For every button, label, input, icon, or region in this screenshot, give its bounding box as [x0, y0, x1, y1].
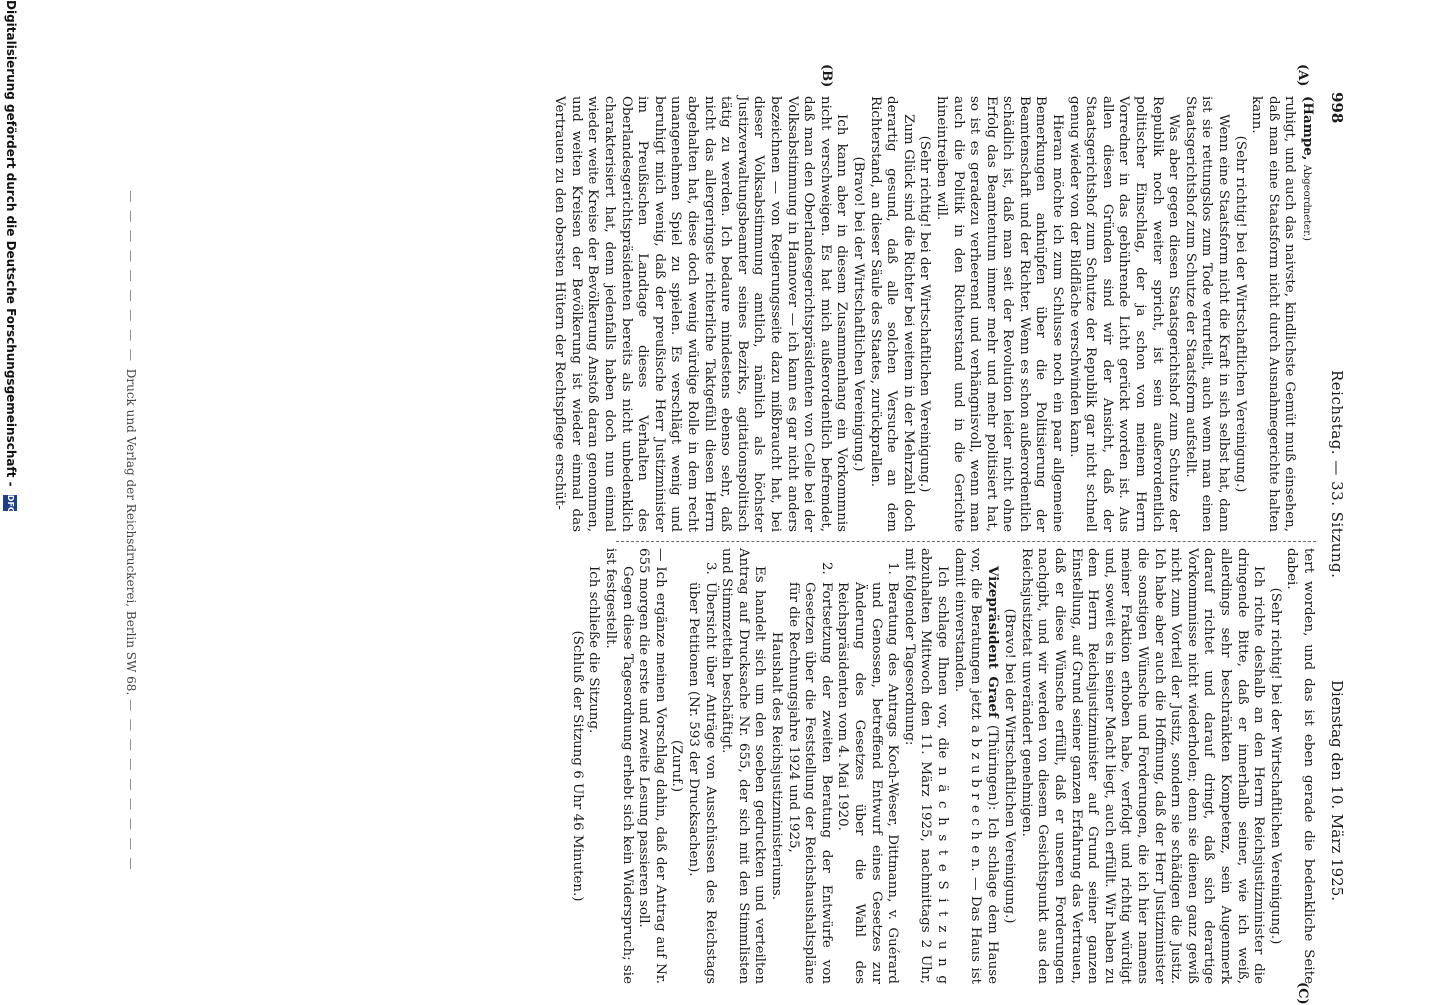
agenda-item [684, 548, 717, 984]
interjection: (Sehr richtig! bei der Wirtschaftlichen Vereinigung.) [917, 135, 933, 493]
interjection: (Bravo! bei der Wirtschaftlichen Vereinigung.) [1002, 608, 1018, 924]
agenda-item [834, 548, 900, 984]
margin-mark-b: (B) [819, 64, 834, 88]
paragraph: Hieran möchte ich zum Schlusse noch ein paar allgemeine Bemerkungen anknüpfen über die Politisierung der Beamtenschaft und der Richter. Wenn es schon außerordentlich schädlich ist, daß man seit der Revolution leider nicht ohne Erfolg das Beamtentum immer mehr und mehr politisiert hat, so ist es geradezu verheerend und verhängnisvoll, wenn man auch die Politik in den Richterstand und in die Gerichte hineintreiben will. [933, 96, 1066, 532]
paragraph: tert worden, und das ist eben gerade die bedenkliche Seite dabei. [1284, 548, 1316, 984]
paragraph: — Ich ergänze meinen Vorschlag dahin, daß der Antrag auf Nr. 655 morgen die erste und zweite Lesung passieren soll. [636, 548, 668, 984]
paragraph: Zum Glück sind die Richter bei weitem in der Mehrzahl doch derartig gesund, daß alle solchen Versuche an dem Richterstand, an dieser Säule des Staates, zurückprallen. [867, 96, 916, 532]
interjection: Haushalt des Reichsjustizministeriums. [769, 631, 784, 901]
speaker-name: (Hampe, [1300, 96, 1316, 161]
funding-text: Digitalisierung gefördert durch die Deutsche Forschungsgemeinschaft - [4, 0, 18, 487]
page-number: 998 [1328, 92, 1346, 124]
dfg-logo: DFG [4, 495, 18, 511]
printer-imprint: Druck und Verlag der Reichsdruckerei, Berlin SW 68. [124, 368, 138, 696]
agenda-item [784, 548, 834, 984]
paragraph: Es handelt sich um den soeben gedruckten und verteilten Antrag auf Drucksache Nr. 655, der sich mit den Stimmlisten und Stimmzetteln beschäftigt. [719, 548, 768, 984]
interjection: (Zuruf.) [669, 739, 685, 793]
paragraph: Wenn eine Staatsform nicht die Kraft in sich selbst hat, dann ist sie rettungslos zum Tode verurteilt, auch wenn man einen Staatsgerichtshof zum Schutze der Staatsform aufstellt. [1182, 96, 1232, 532]
margin-mark-a: (A) [1295, 64, 1310, 87]
interjection: (Sehr richtig! bei der Wirtschaftlichen Vereinigung.) [1232, 135, 1248, 493]
header-date: Dienstag den 10. März 1925. [1328, 680, 1346, 902]
speaker-name: Vizepräsident Graef [984, 566, 1001, 718]
agenda-item-number: 1. [885, 562, 901, 575]
interjection: (Sehr richtig! bei der Wirtschaftlichen Vereinigung.) [1267, 587, 1283, 945]
paragraph: Ich kann aber in diesem Zusammenhang ein Vorkommnis nicht verschweigen. Es hat mich außerordentlich befremdet, daß man den Oberlandesgerichtspräsidenten von Celle bei der Volksabstimmung in Hannover — ich kann es gar nicht anders bezeichnen — von Regierungsseite dazu mißbraucht hat, bei dieser Volksabstimmung amtlich, nämlich als höchster Justizverwaltungsbeamter seines Bezirks, agitationspolitisch tätig zu werden. Ich bedaure mindestens ebenso sehr, daß nicht das allergeringste richterliche Taktgefühl diesen Herrn abgehalten hat, diese doch wenig würdige Rolle in dem recht unangenehmen Spiel zu spielen. Es verschlägt wenig und beruhigt mich wenig, daß der preußische Herr Justizminister im Preußischen Landtage dieses Verhalten des Oberlandesgerichtspräsidenten bereits als nicht unbedenklich charakterisiert hat, denn jedenfalls haben doch nun einmal wieder weite Kreise der Bevölkerung Anstoß daran genommen, und weiten Kreisen der Bevölkerung ist wieder einmal das Vertrauen zu den obersten Hütern der Rechtspflege erschüt- [552, 96, 850, 532]
margin-mark-c: (C) [1295, 982, 1310, 1005]
speaker-header [1297, 96, 1316, 532]
paragraph-text: (Thüringen): Ich schlage dem Hause vor, die Beratungen jetzt a b z u b r e c h e n. — Das Haus ist damit einverstanden. [951, 548, 1000, 984]
printer-footer: — — — — — — — — — Druck und Verlag der Reichsdruckerei, Berlin SW 68. — — — — — — — — — [124, 190, 138, 872]
agenda-item-number: 3. [702, 562, 718, 575]
header-title: Reichstag. — 33. Sitzung. [1328, 370, 1346, 579]
agenda-item-number: 2. [818, 562, 834, 575]
left-text-column [552, 96, 1316, 532]
paragraph: Ich richte deshalb an den Herrn Reichsjustizminister die dringende Bitte, daß er innerhalb seiner, wie ich weiß, allerdings sehr beschränkten Kompetenz, sein Augenmerk darauf richtet und darauf dringt, daß sich derartige Vorkommnisse nicht wiederholen; denn sie dienen ganz gewiß nicht zum Vorteil der Justiz, sondern sie schädigen die Justiz. Ich habe aber auch die Hoffnung, daß der Herr Justizminister die sonstigen Wünsche und Forderungen, die ich hier namens meiner Fraktion erhoben habe, verfolgt und richtig würdigt und, soweit es in seiner Macht liegt, auch erfüllt. Wir haben zu dem Herrn Reichsjustizminister auf Grund seiner ganzen Einstellung, auf Grund seiner ganzen Erfahrung das Vertrauen, daß er diese Wünsche erfüllt, daß er unseren Forderungen nachgibt, und wir werden von diesem Gesichtspunkt aus den Reichsjustizetat unverändert genehmigen. [1018, 548, 1267, 984]
column-divider [616, 541, 1316, 542]
paragraph: Ich schlage Ihnen vor, die n ä c h s t e S i t z u n g abzuhalten Mittwoch den 11. März 1925, nachmittags 2 Uhr, mit folgender Tagesordnung: [901, 548, 950, 984]
paragraph: Was aber gegen diesen Staatsgerichtshof zum Schutze der Republik noch weiter spricht, ist sein außerordentlich politischer Einschlag, der ja schon von meinem Herrn Vorredner in das gebührende Licht gerückt worden ist. Aus allen diesen Gründen sind wir der Ansicht, daß der Staatsgerichtshof zum Schutze der Republik gar nicht schnell genug wieder von der Bildfläche verschwinden kann. [1066, 96, 1182, 532]
interjection: (Bravo! bei der Wirtschaftlichen Vereinigung.) [850, 156, 866, 472]
paragraph: Ich schließe die Sitzung. [586, 566, 602, 734]
speaker-paragraph [950, 548, 1001, 984]
paragraph: ruhigt, und auch das naivste, kindlichste Gemüt muß einsehen, daß man eine Staatsform nicht durch Ausnahmegerichte halten kann. [1249, 96, 1298, 532]
paragraph: Gegen diese Tagesordnung erhebt sich kein Widerspruch; sie ist festgestellt. [603, 548, 635, 984]
right-text-column [569, 548, 1316, 984]
page-header [1316, 40, 1346, 980]
agenda-item-text: Übersicht über Anträge von Ausschüssen des Reichstags über Petitionen (Nr. 593 der Drucksachen). [686, 582, 718, 984]
agenda-item-text: Fortsetzung der zweiten Beratung der Entwürfe von Gesetzen über die Feststellung der Reichshaushaltspläne für die Rechnungsjahre 1924 und 1925, [785, 582, 834, 984]
interjection: (Schluß der Sitzung 6 Uhr 46 Minuten.) [569, 630, 585, 902]
digitization-note [0, 0, 18, 1000]
agenda-item-text: Beratung des Antrags Koch-Weser, Dittmann, v. Guérard und Genossen, betreffend Entwurf eines Gesetzes zur Änderung des Gesetzes über die Wahl des Reichspräsidenten vom 4. Mai 1920. [835, 582, 901, 984]
speaker-role: Abgeordneter.) [1301, 164, 1312, 241]
